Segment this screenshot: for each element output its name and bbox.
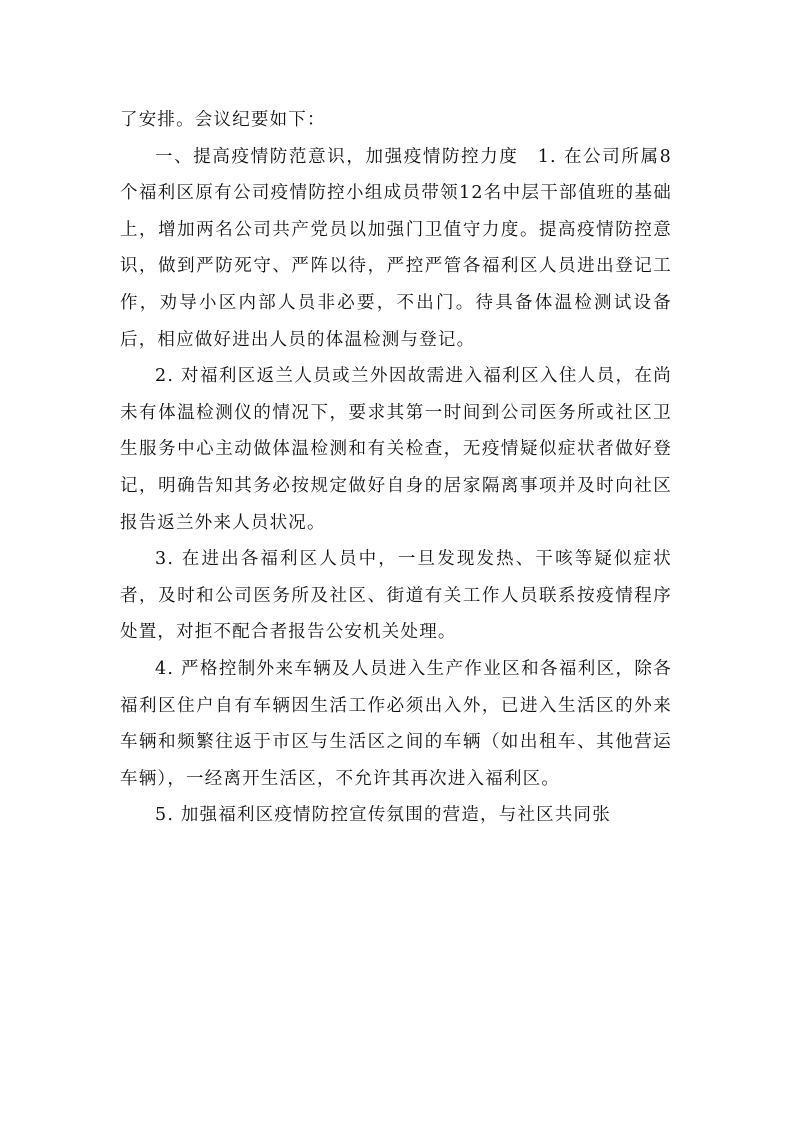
paragraph-item-2: 2. 对福利区返兰人员或兰外因故需进入福利区入住人员，在尚未有体温检测仪的情况下，要求其第一时间到公司医务所或社区卫生服务中心主动做体温检测和有关检查，无疫情疑似症状者做好登记，明确告知其务必按规定做好自身的居家隔离事项并及时向社区报告返兰外来人员状况。 — [120, 366, 672, 533]
paragraph-section-1: 一、提高疫情防范意识，加强疫情防控力度 1. 在公司所属8个福利区原有公司疫情防控小组成员带领12名中层干部值班的基础上，增加两名公司共产党员以加强门卫值守力度。提高疫情防控意识，做到严防死守、严阵以待，严控严管各福利区人员进出登记工作，劝导小区内部人员非必要，不出门。待具备体温检测试设备后，相应做好进出人员的体温检测与登记。 — [120, 146, 672, 350]
document-body — [120, 102, 672, 834]
paragraph-intro: 了安排。会议纪要如下： — [120, 110, 326, 130]
paragraph-item-5: 5. 加强福利区疫情防控宣传氛围的营造，与社区共同张 — [155, 805, 611, 826]
paragraph-item-4: 4. 严格控制外来车辆及人员进入生产作业区和各福利区，除各福利区住户自有车辆因生活工作必须出入外，已进入生活区的外来车辆和频繁往返于市区与生活区之间的车辆（如出租车、其他营运车辆），一经离开生活区，不允许其再次进入福利区。 — [120, 658, 672, 789]
paragraph-item-3: 3. 在进出各福利区人员中，一旦发现发热、干咳等疑似症状者，及时和公司医务所及社区、街道有关工作人员联系按疫情程序处置，对拒不配合者报告公安机关处理。 — [120, 549, 672, 643]
